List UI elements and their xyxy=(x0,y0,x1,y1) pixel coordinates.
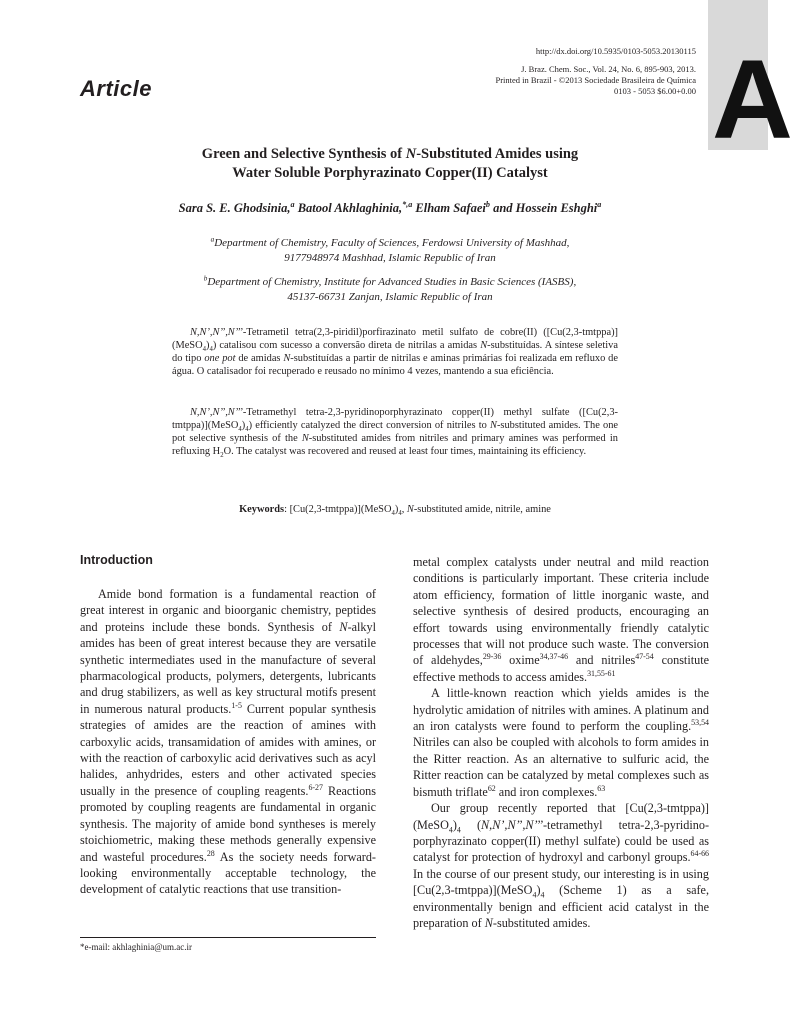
paper-title: Green and Selective Synthesis of N-Substituted Amides using Water Soluble Porphyrazinato Copper(II) Catalyst xyxy=(201,146,579,181)
issn-line: 0103 - 5053 $6.00+0.00 xyxy=(614,86,696,96)
body-column-left: Amide bond formation is a fundamental reaction of great interest in organic and bioorganic chemistry, peptides and proteins include these bonds. Synthesis of N-alkyl amides has been of great interest because they are versatile synthetic intermediates used in the manufacture of several pharmacological products, polymers, detergents, lubricants and drug stabilizers, as well as key structural motifs present in numerous natural products.$^{1-5}$ Current popular synthesis strategies of amides are the reaction of amines with carboxylic acids, transamidation of amides with amines, or with the reaction of carboxylic acid derivatives such as acyl halides, anhydrides, esters and other activated species usually in the presence of coupling reagents.$^{6-27}$ Reactions promoted by coupling reagents are fundamental in organic synthesis. The majority of amide bond syntheses is merely stoichiometric, making these methods generally expensive and wasteful procedures.$^{28}$ As the society needs forward-looking environmentally acceptable technology, the development of catalytic reactions that use transition- xyxy=(80,587,377,897)
corresponding-email-footnote[interactable]: *e-mail: akhlaghinia@um.ac.ir xyxy=(80,942,192,952)
abstract-english: N,N’,N’’,N’’’-Tetramethyl tetra-2,3-pyridinoporphyrazinato copper(II) methyl sulfate $([Cu(2,3-tmtppa)](MeSO_4)_4)$ efficiently catalyzed the direct conversion of nitriles to N-substituted amides. The one pot selective synthesis of the N-substituted amides from nitriles and primary amines was performed in refluxing $H_2O$. The catalyst was recovered and reused at least four times, maintaining its efficiency. xyxy=(172,407,619,460)
journal-citation: J. Braz. Chem. Soc., Vol. 24, No. 6, 895-903, 2013. xyxy=(521,64,696,74)
article-type-logo xyxy=(708,37,793,162)
body-column-right: metal complex catalysts under neutral and mild reaction conditions is particularly important. These criteria include atom efficiency, formation of little inorganic waste, and selective synthesis of desired products, encouraging an effort towards using environmentally friendly catalytic processes that will not produce such waste. The conversion of aldehydes,$^{29-36}$ oxime$^{34,37-46}$ and nitriles$^{47-54}$ constitute effective methods to access amides.$^{31,55-61}$ A little-known reaction which yields amides is the hydrolytic amidation of nitriles with amines. A platinum and an iron catalysts were found to perform the coupling.$^{53,54}$ Nitriles can also be coupled with alcohols to form amides in the Ritter reaction. As an alternative to sulfuric acid, the Ritter reaction can be catalyzed by metal complexes such as bismuth triflate$^{62}$ and iron complexes.$^{63}$ Our group recently reported that $[Cu(2,3-tmtppa)](MeSO_4)_4$ (N,N’,N’’,N’’’-tetramethyl tetra-2,3-pyridino-porphyrazinato copper(II) methyl sulfate) could be used as catalyst for protection of hydroxyl and carbonyl groups.$^{64-66}$ In the course of our present study, our interesting is in using $[Cu(2,3-tmtppa)](MeSO_4)_4$ (Scheme 1) as a safe, environmentally benign and efficient acid catalyst in the preparation of N-substituted amides. xyxy=(413,555,710,930)
affiliation-b: $^b$Department of Chemistry, Institute for Advanced Studies in Basic Sciences (IASBS), 45137-66731 Zanjan, Islamic Republic of Iran xyxy=(203,274,577,303)
section-heading-introduction: Introduction xyxy=(80,553,153,567)
article-type-label: Article xyxy=(80,76,152,101)
keywords: Keywords: $[Cu(2,3-tmtppa)](MeSO_4)_4$, N-substituted amide, nitrile, amine xyxy=(239,504,551,518)
affiliation-a: $^a$Department of Chemistry, Faculty of Sciences, Ferdowsi University of Mashhad, 9177948974 Mashhad, Islamic Republic of Iran xyxy=(210,235,570,264)
printed-line: Printed in Brazil - ©2013 Sociedade Brasileira de Química xyxy=(495,75,696,85)
footnote-divider xyxy=(80,937,376,938)
doi-link[interactable]: http://dx.doi.org/10.5935/0103-5053.20130115 xyxy=(535,46,696,56)
corner-letter: A xyxy=(712,37,793,162)
abstract-portuguese: N,N’,N’’,N’’’-Tetrametil tetra(2,3-piridil)porfirazinato metil sulfato de cobre(II) $([Cu(2,3-tmtppa)](MeSO_4)_4)$ catalisou com sucesso a conversão direta de nitrilas a amidas N-substituídas. A síntese seletiva do tipo one pot de amidas N-substituídas a partir de nitrilas e aminas primárias foi realizada em refluxo de água. O catalisador foi recuperado e reusado no mínimo 4 vezes, mantendo a sua eficiência. xyxy=(172,327,618,377)
journal-info xyxy=(496,64,697,97)
author-list: Sara S. E. Ghodsinia,$^a$ Batool Akhlaghinia,$^{*,a}$ Elham Safaei$^b$ and Hossein Eshghi$^a$ xyxy=(178,199,602,215)
